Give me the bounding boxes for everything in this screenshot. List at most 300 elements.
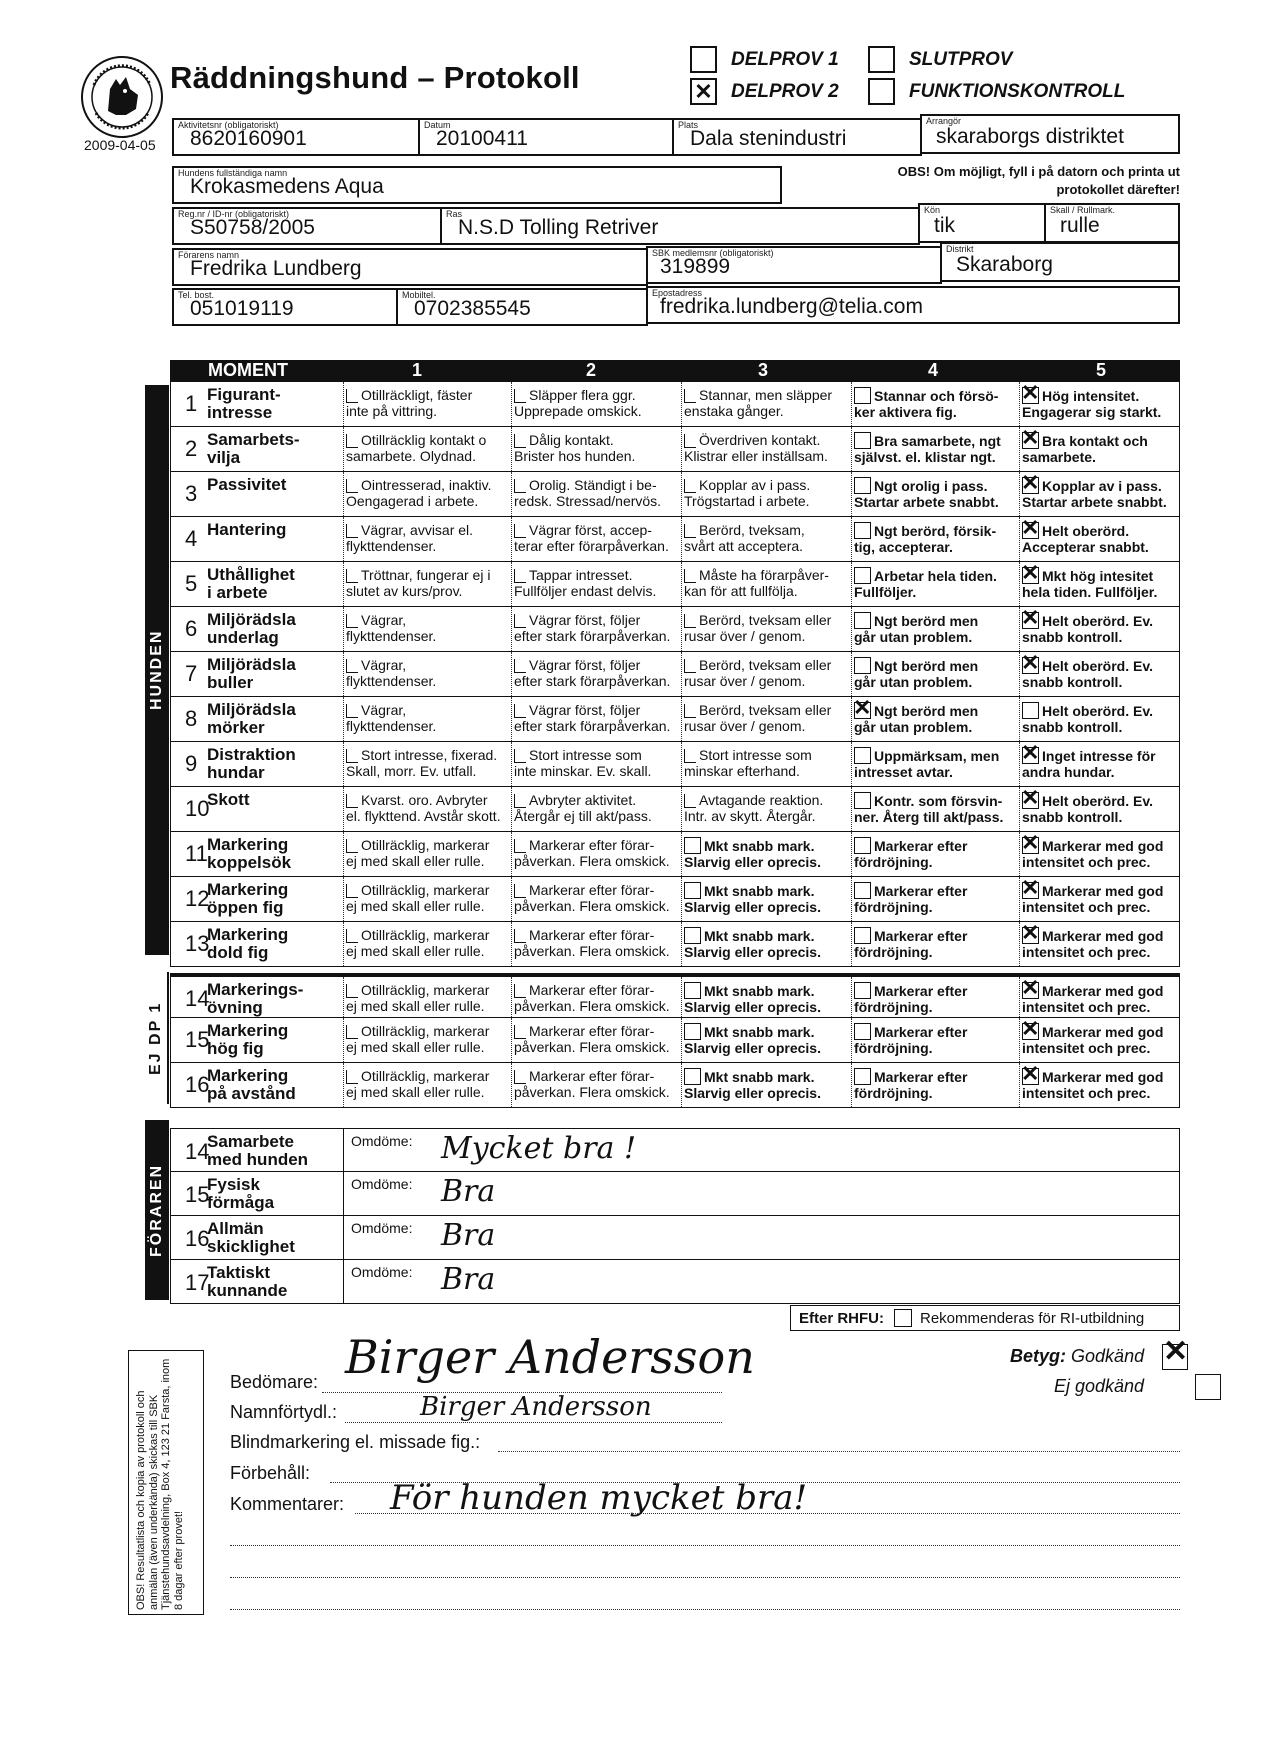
score-checkbox[interactable] [346, 614, 358, 628]
score-option-2[interactable] [511, 787, 681, 831]
score-option-text: Markerar efter fördröjning. [854, 883, 968, 915]
score-checkbox[interactable]: ✕ [1021, 562, 1040, 585]
score-option-3[interactable] [681, 697, 851, 741]
score-checkbox[interactable] [1022, 702, 1039, 719]
kommentarer-label: Kommentarer: [230, 1494, 345, 1514]
arrangor-label: Arrangör [926, 116, 962, 126]
score-option-text: Bra kontakt och samarbete. [1022, 433, 1148, 465]
score-checkbox[interactable] [346, 389, 358, 403]
table-row [170, 742, 1180, 787]
skall-label: Skall / Rullmark. [1050, 205, 1116, 215]
foraren-row [170, 1216, 1180, 1260]
skall-value: rulle [1060, 214, 1100, 237]
score-checkbox[interactable] [346, 704, 358, 718]
score-option-4[interactable] [851, 832, 1019, 876]
score-checkbox[interactable] [346, 794, 358, 808]
table-row [170, 472, 1180, 517]
delprov-2-label: DELPROV 2 [731, 80, 839, 102]
foraren-label: Allmän skicklighet [207, 1219, 295, 1256]
score-option-text: Markerar efter förar- påverkan. Flera omskick. [514, 982, 670, 1014]
score-option-1[interactable] [343, 977, 511, 1017]
score-option-text: Helt oberörd. Ev. snabb kontroll. [1022, 793, 1153, 825]
foraren-divider [343, 1172, 344, 1215]
field-arrangor[interactable] [920, 114, 1180, 154]
score-option-text: Kontr. som försvin- ner. Återg till akt/pass. [854, 793, 1004, 825]
foraren-row [170, 1128, 1180, 1172]
score-checkbox[interactable]: ✕ [1021, 607, 1040, 630]
score-checkbox[interactable] [514, 749, 526, 763]
score-checkbox[interactable]: ✕ [1021, 652, 1040, 675]
table-row [170, 877, 1180, 922]
ej-godkand-checkbox[interactable] [1195, 1374, 1221, 1400]
score-option-text: Ngt berörd men går utan problem. [854, 658, 979, 690]
moment-number: 3 [185, 481, 198, 506]
score-checkbox[interactable] [684, 982, 701, 999]
score-checkbox[interactable]: ✕ [1021, 517, 1040, 540]
score-option-2[interactable] [511, 977, 681, 1017]
header-col-3: 3 [758, 360, 769, 380]
godkand-checkbox[interactable]: ✕ [1163, 1335, 1189, 1368]
score-checkbox[interactable] [514, 929, 526, 943]
header-col-2: 2 [586, 360, 597, 380]
score-option-5[interactable] [1019, 652, 1181, 696]
score-checkbox[interactable] [684, 614, 696, 628]
score-checkbox[interactable]: ✕ [1021, 1063, 1040, 1086]
score-checkbox[interactable] [684, 434, 696, 448]
score-checkbox[interactable] [684, 882, 701, 899]
score-option-2[interactable] [511, 742, 681, 786]
foraren-divider [343, 1129, 344, 1171]
score-option-5[interactable] [1019, 472, 1181, 516]
score-checkbox[interactable] [346, 569, 358, 583]
score-checkbox[interactable] [514, 389, 526, 403]
omdome-label: Omdöme: [351, 1176, 413, 1192]
moment-label: Passivitet [207, 475, 287, 494]
score-checkbox[interactable] [684, 837, 701, 854]
moment-label: Markering på avstånd [207, 1066, 296, 1103]
field-mobil[interactable] [396, 288, 648, 326]
score-option-1[interactable] [343, 1063, 511, 1107]
aktivitetsnr-label: Aktivitetsnr (obligatoriskt) [178, 120, 279, 130]
score-option-1[interactable] [343, 562, 511, 606]
omdome-label: Omdöme: [351, 1264, 413, 1280]
score-option-5[interactable] [1019, 977, 1181, 1017]
forare-value: Fredrika Lundberg [190, 257, 362, 280]
score-checkbox[interactable] [514, 524, 526, 538]
option-slutprov[interactable] [868, 46, 1012, 73]
score-checkbox[interactable] [854, 567, 871, 584]
score-option-text: Inget intresse för andra hundar. [1022, 748, 1156, 780]
score-option-text: Otillräcklig, markerar ej med skall eller rulle. [346, 1068, 490, 1100]
score-option-4[interactable] [851, 742, 1019, 786]
score-checkbox[interactable] [854, 387, 871, 404]
score-checkbox[interactable] [346, 434, 358, 448]
score-option-4[interactable] [851, 382, 1019, 426]
kommentarer-value: För hunden mycket bra! [390, 1478, 808, 1518]
score-option-text: Måste ha förarpåver- kan för att fullfölja. [684, 567, 829, 599]
moment-label: Distraktion hundar [207, 745, 296, 782]
score-checkbox[interactable] [514, 794, 526, 808]
score-checkbox[interactable] [854, 657, 871, 674]
obs-mailing-note [128, 1350, 204, 1615]
score-option-2[interactable] [511, 922, 681, 966]
score-option-text: Helt oberörd. Accepterar snabbt. [1022, 523, 1149, 555]
score-checkbox[interactable]: ✕ [1021, 787, 1040, 810]
score-option-text: Tappar intresset. Fullföljer endast delvis. [514, 567, 657, 599]
plats-label: Plats [678, 120, 699, 130]
score-option-2[interactable] [511, 382, 681, 426]
omdome-value[interactable]: Bra [441, 1218, 496, 1253]
score-option-text: Otillräckligt, fäster inte på vittring. [346, 387, 473, 419]
score-option-text: Markerar med god intensitet och prec. [1022, 983, 1164, 1015]
score-option-text: Kopplar av i pass. Trögstartad i arbete. [684, 477, 811, 509]
score-option-5[interactable] [1019, 562, 1181, 606]
score-option-text: Markerar med god intensitet och prec. [1022, 1024, 1164, 1056]
score-option-5[interactable] [1019, 1018, 1181, 1062]
score-option-1[interactable] [343, 517, 511, 561]
score-option-4[interactable] [851, 697, 1019, 741]
score-checkbox[interactable]: ✕ [1021, 977, 1040, 1000]
score-option-1[interactable] [343, 427, 511, 471]
score-option-text: Otillräcklig, markerar ej med skall eller rulle. [346, 927, 490, 959]
score-checkbox[interactable] [514, 614, 526, 628]
score-option-2[interactable] [511, 607, 681, 651]
score-checkbox[interactable] [684, 704, 696, 718]
score-option-4[interactable] [851, 1018, 1019, 1062]
score-checkbox[interactable] [346, 929, 358, 943]
score-checkbox[interactable] [514, 704, 526, 718]
field-plats[interactable] [672, 118, 922, 156]
score-checkbox[interactable] [346, 984, 358, 998]
score-checkbox[interactable] [854, 1023, 871, 1040]
score-option-1[interactable] [343, 697, 511, 741]
datum-label: Datum [424, 120, 451, 130]
score-option-3[interactable] [681, 1018, 851, 1062]
score-checkbox[interactable] [514, 884, 526, 898]
score-option-5[interactable] [1019, 427, 1181, 471]
moment-number: 8 [185, 706, 198, 731]
score-option-2[interactable] [511, 517, 681, 561]
hundnamn-label: Hundens fullständiga namn [178, 168, 288, 178]
score-option-text: Uppmärksam, men intresset avtar. [854, 748, 1000, 780]
score-checkbox[interactable] [346, 479, 358, 493]
score-checkbox[interactable]: ✕ [1021, 427, 1040, 450]
field-tel[interactable] [172, 288, 398, 326]
score-checkbox[interactable] [346, 749, 358, 763]
score-checkbox[interactable]: ✕ [1021, 922, 1040, 945]
moment-label: Markerings- övning [207, 980, 304, 1017]
score-checkbox[interactable] [514, 1070, 526, 1084]
score-option-text: Överdriven kontakt. Klistrar eller inställsam. [684, 432, 828, 464]
score-option-4[interactable] [851, 652, 1019, 696]
score-option-2[interactable] [511, 697, 681, 741]
field-epost[interactable] [646, 286, 1180, 324]
score-checkbox[interactable] [854, 792, 871, 809]
score-checkbox[interactable] [514, 659, 526, 673]
field-ras[interactable] [440, 207, 920, 245]
score-checkbox[interactable] [514, 569, 526, 583]
score-checkbox[interactable]: ✕ [1021, 1018, 1040, 1041]
score-option-1[interactable] [343, 922, 511, 966]
score-checkbox[interactable] [854, 612, 871, 629]
score-checkbox[interactable] [684, 524, 696, 538]
moment-label: Uthållighet i arbete [207, 565, 295, 602]
option-delprov-1[interactable] [690, 46, 839, 73]
score-option-1[interactable] [343, 652, 511, 696]
score-checkbox[interactable] [514, 984, 526, 998]
score-option-text: Markerar efter förar- påverkan. Flera omskick. [514, 1068, 670, 1100]
score-option-4[interactable] [851, 1063, 1019, 1107]
score-checkbox[interactable] [684, 659, 696, 673]
score-option-text: Vägrar först, följer efter stark förarpåverkan. [514, 702, 671, 734]
omdome-value[interactable]: Bra [441, 1174, 496, 1209]
score-option-1[interactable] [343, 607, 511, 651]
score-checkbox[interactable] [684, 1068, 701, 1085]
field-skall[interactable] [1044, 203, 1180, 243]
distrikt-value: Skaraborg [956, 253, 1053, 276]
score-option-3[interactable] [681, 427, 851, 471]
side-label-ej-dp1: EJ DP 1 [145, 972, 169, 1104]
score-checkbox[interactable] [684, 794, 696, 808]
score-option-text: Stort intresse som inte minskar. Ev. skall. [514, 747, 652, 779]
score-option-text: Helt oberörd. Ev. snabb kontroll. [1022, 703, 1153, 735]
score-checkbox[interactable]: ✕ [1021, 382, 1040, 405]
score-checkbox[interactable] [684, 479, 696, 493]
omdome-value[interactable]: Mycket bra ! [441, 1131, 637, 1166]
table-row [170, 1018, 1180, 1063]
plats-value: Dala stenindustri [690, 127, 847, 150]
betyg-label: Betyg: [1010, 1346, 1067, 1366]
foraren-divider [343, 1216, 344, 1259]
score-option-3[interactable] [681, 607, 851, 651]
score-checkbox[interactable] [346, 884, 358, 898]
score-option-4[interactable] [851, 787, 1019, 831]
field-regnr[interactable] [172, 207, 442, 245]
score-option-4[interactable] [851, 922, 1019, 966]
rhfu-checkbox[interactable] [894, 1309, 912, 1327]
score-option-text: Arbetar hela tiden. Fullföljer. [854, 568, 997, 600]
score-checkbox[interactable] [346, 839, 358, 853]
table-row [170, 922, 1180, 967]
rhfu-box [790, 1305, 1180, 1331]
score-option-5[interactable] [1019, 697, 1181, 741]
foraren-number: 14 [185, 1139, 210, 1164]
score-option-3[interactable] [681, 382, 851, 426]
score-option-4[interactable] [851, 472, 1019, 516]
mobil-value: 0702385545 [414, 297, 531, 320]
score-option-5[interactable] [1019, 877, 1181, 921]
score-checkbox[interactable]: ✕ [1021, 472, 1040, 495]
slutprov-checkbox[interactable] [868, 46, 895, 73]
score-option-3[interactable] [681, 472, 851, 516]
header-col-5: 5 [1096, 360, 1107, 380]
score-option-2[interactable] [511, 562, 681, 606]
score-option-2[interactable] [511, 832, 681, 876]
score-option-3[interactable] [681, 787, 851, 831]
delprov-1-checkbox[interactable] [690, 46, 717, 73]
score-option-text: Kvarst. oro. Avbryter el. flykttend. Avstår skott. [346, 792, 501, 824]
moment-number: 13 [185, 931, 210, 956]
option-delprov-2[interactable] [690, 78, 839, 105]
moment-number: 14 [185, 986, 210, 1011]
score-checkbox[interactable] [854, 1068, 871, 1085]
score-checkbox[interactable] [854, 927, 871, 944]
score-checkbox[interactable]: ✕ [1021, 832, 1040, 855]
header-col-1: 1 [412, 360, 423, 380]
score-checkbox[interactable] [514, 1025, 526, 1039]
score-checkbox[interactable] [684, 927, 701, 944]
score-checkbox[interactable] [684, 749, 696, 763]
score-checkbox[interactable] [346, 1025, 358, 1039]
score-option-4[interactable] [851, 517, 1019, 561]
field-sbk-medlemsnr[interactable] [646, 246, 942, 284]
field-distrikt[interactable] [940, 242, 1180, 282]
moment-number: 7 [185, 661, 198, 686]
omdome-label: Omdöme: [351, 1133, 413, 1149]
score-checkbox[interactable] [346, 1070, 358, 1084]
score-option-1[interactable] [343, 472, 511, 516]
score-option-3[interactable] [681, 977, 851, 1017]
score-option-1[interactable] [343, 787, 511, 831]
sbk-value: 319899 [660, 255, 731, 278]
score-option-1[interactable] [343, 832, 511, 876]
score-option-2[interactable] [511, 1063, 681, 1107]
score-option-2[interactable] [511, 1018, 681, 1062]
score-option-text: Helt oberörd. Ev. snabb kontroll. [1022, 613, 1153, 645]
side-label-foraren: FÖRAREN [145, 1120, 169, 1300]
score-checkbox[interactable] [854, 747, 871, 764]
score-option-3[interactable] [681, 562, 851, 606]
option-funktionskontroll[interactable] [868, 78, 1125, 105]
field-hundnamn[interactable] [172, 166, 782, 204]
foraren-label: Samarbete med hunden [207, 1132, 309, 1169]
field-datum[interactable] [418, 118, 674, 156]
score-checkbox[interactable] [514, 839, 526, 853]
foraren-label: Fysisk förmåga [207, 1175, 275, 1212]
score-option-4[interactable] [851, 427, 1019, 471]
score-option-2[interactable] [511, 472, 681, 516]
score-option-text: Berörd, tveksam, svårt att acceptera. [684, 522, 805, 554]
score-option-1[interactable] [343, 877, 511, 921]
score-option-5[interactable] [1019, 607, 1181, 651]
epost-value: fredrika.lundberg@telia.com [660, 295, 923, 318]
foraren-row [170, 1172, 1180, 1216]
score-option-5[interactable] [1019, 1063, 1181, 1107]
score-option-2[interactable] [511, 427, 681, 471]
rhfu-label: Efter RHFU: [799, 1309, 884, 1327]
table-row [170, 382, 1180, 427]
score-checkbox[interactable]: ✕ [1021, 742, 1040, 765]
table-header [170, 360, 1180, 382]
score-option-text: Ngt berörd, försik- tig, accepterar. [854, 523, 997, 555]
tel-value: 051019119 [190, 297, 294, 320]
score-option-text: Ngt berörd men går utan problem. [854, 613, 979, 645]
moment-number: 4 [185, 526, 198, 551]
score-option-4[interactable] [851, 977, 1019, 1017]
bedomare-label: Bedömare: [230, 1372, 319, 1392]
score-option-5[interactable] [1019, 742, 1181, 786]
field-kon[interactable] [918, 203, 1046, 243]
distrikt-label: Distrikt [946, 244, 974, 254]
score-option-4[interactable] [851, 562, 1019, 606]
score-option-text: Markerar efter fördröjning. [854, 1024, 968, 1056]
score-option-text: Mkt snabb mark. Slarvig eller oprecis. [684, 1069, 821, 1101]
score-checkbox[interactable] [854, 522, 871, 539]
omdome-value[interactable]: Bra [441, 1262, 496, 1297]
score-option-4[interactable] [851, 607, 1019, 651]
score-option-3[interactable] [681, 517, 851, 561]
kon-label: Kön [924, 205, 941, 215]
score-option-2[interactable] [511, 877, 681, 921]
score-option-text: Avbryter aktivitet. Återgår ej till akt/pass. [514, 792, 652, 824]
score-option-text: Dålig kontakt. Brister hos hunden. [514, 432, 636, 464]
score-option-5[interactable] [1019, 517, 1181, 561]
funktionskontroll-checkbox[interactable] [868, 78, 895, 105]
mobil-label: Mobiltel. [402, 290, 436, 300]
score-checkbox[interactable] [854, 477, 871, 494]
score-option-2[interactable] [511, 652, 681, 696]
score-checkbox[interactable]: ✕ [853, 697, 872, 720]
score-option-5[interactable] [1019, 922, 1181, 966]
score-checkbox[interactable] [854, 982, 871, 999]
score-option-3[interactable] [681, 1063, 851, 1107]
score-checkbox[interactable] [346, 659, 358, 673]
score-checkbox[interactable] [854, 882, 871, 899]
epost-label: Epostadress [652, 288, 703, 298]
score-option-4[interactable] [851, 877, 1019, 921]
score-option-3[interactable] [681, 652, 851, 696]
score-option-text: Mkt snabb mark. Slarvig eller oprecis. [684, 928, 821, 960]
score-option-text: Markerar med god intensitet och prec. [1022, 883, 1164, 915]
score-checkbox[interactable] [684, 1023, 701, 1040]
arrangor-value: skaraborgs distriktet [936, 125, 1124, 148]
moment-number: 2 [185, 436, 198, 461]
score-checkbox[interactable] [346, 524, 358, 538]
delprov-1-label: DELPROV 1 [731, 48, 839, 70]
table-row [170, 973, 1180, 1018]
score-checkbox[interactable] [684, 569, 696, 583]
score-option-5[interactable] [1019, 787, 1181, 831]
moment-number: 5 [185, 571, 198, 596]
score-option-5[interactable] [1019, 382, 1181, 426]
score-option-text: Markerar efter fördröjning. [854, 1069, 968, 1101]
delprov-2-checkbox[interactable]: ✕ [690, 78, 717, 105]
score-option-text: Markerar med god intensitet och prec. [1022, 838, 1164, 870]
field-forare[interactable] [172, 248, 648, 286]
score-option-5[interactable] [1019, 832, 1181, 876]
score-option-1[interactable] [343, 382, 511, 426]
score-option-1[interactable] [343, 742, 511, 786]
score-checkbox[interactable] [514, 434, 526, 448]
field-aktivitetsnr[interactable] [172, 118, 420, 156]
score-checkbox[interactable]: ✕ [1021, 877, 1040, 900]
moment-label: Markering öppen fig [207, 880, 289, 917]
blindmarkering-label: Blindmarkering el. missade fig.: [230, 1432, 481, 1452]
score-option-3[interactable] [681, 922, 851, 966]
score-option-1[interactable] [343, 1018, 511, 1062]
score-checkbox[interactable] [854, 837, 871, 854]
score-option-3[interactable] [681, 832, 851, 876]
score-option-text: Markerar efter förar- påverkan. Flera omskick. [514, 927, 670, 959]
score-option-3[interactable] [681, 742, 851, 786]
score-checkbox[interactable] [854, 432, 871, 449]
sbk-label: SBK medlemsnr (obligatoriskt) [652, 248, 774, 258]
score-option-text: Ointresserad, inaktiv. Oengagerad i arbete. [346, 477, 492, 509]
score-option-text: Vägrar, flykttendenser. [346, 702, 437, 734]
score-checkbox[interactable] [684, 389, 696, 403]
score-checkbox[interactable] [514, 479, 526, 493]
score-option-3[interactable] [681, 877, 851, 921]
